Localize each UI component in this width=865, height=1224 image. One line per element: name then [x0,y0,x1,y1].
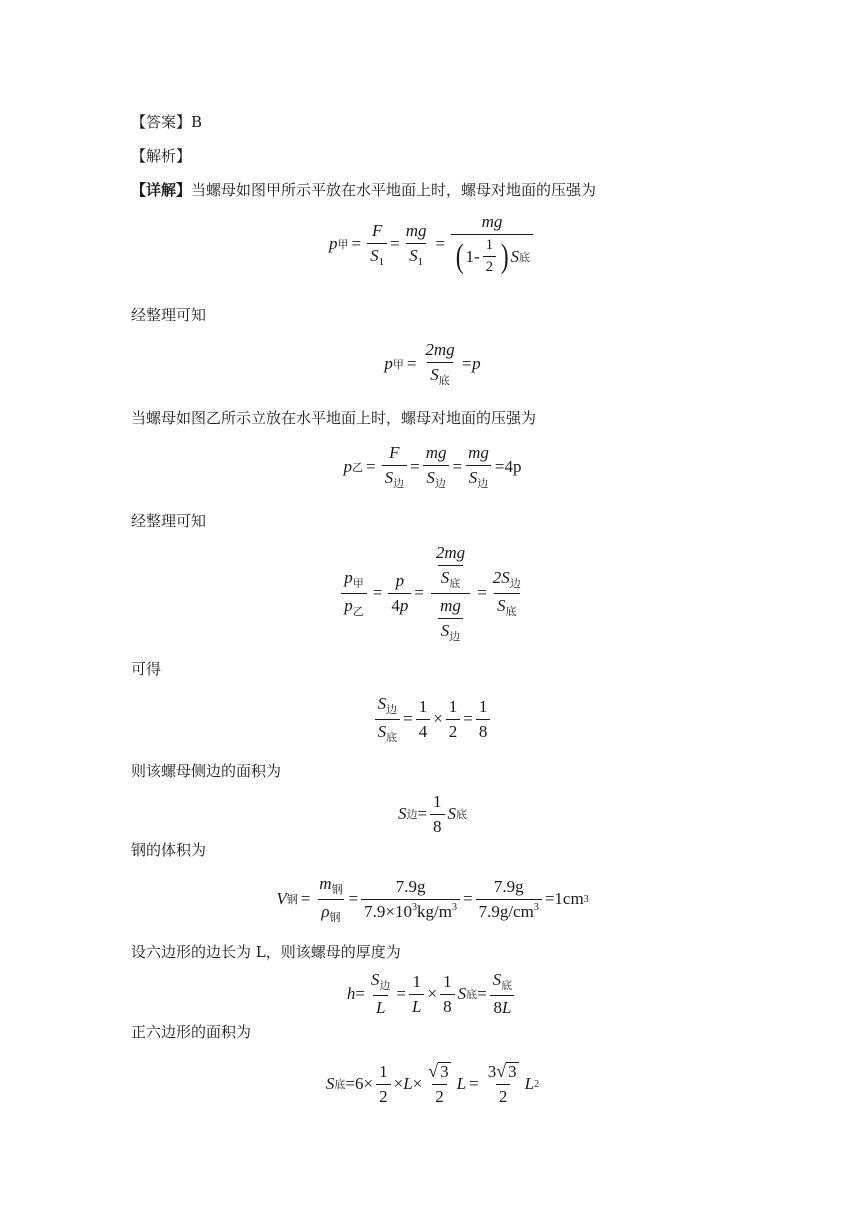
math-token: 1 [485,237,494,253]
math-token [423,443,450,491]
math-token: S [430,365,439,384]
equation-pressure-flat-simplified [0,340,865,388]
math-token: 乙 [352,462,364,474]
math-token: = [417,804,428,823]
math-token: 3 [583,893,589,905]
math-token: 边 [393,478,405,490]
math-token: = [372,583,383,602]
math-token: 7.9g [395,876,426,896]
math-token: 3 [508,1061,517,1081]
math-token [375,719,401,745]
math-token [403,221,430,268]
math-token: S [497,595,506,615]
math-token: m [319,873,332,893]
math-token: 1 [433,791,442,811]
math-token: 底 [466,989,478,1001]
math-token [490,995,514,1018]
detail-label: 【详解】 [131,181,192,199]
math-token: p [384,354,393,373]
math-token: 8 [476,719,491,742]
math-token: S [468,468,478,487]
math-token [490,568,524,593]
math-token [485,1062,522,1084]
math-token [316,874,345,925]
equation-steel-volume [0,874,865,924]
math-token: =6 [345,1074,364,1093]
math-token [341,568,367,619]
math-token: = [355,984,365,1003]
math-token [406,243,426,268]
math-token: 3 [440,1061,449,1081]
math-token [438,565,464,591]
math-token: 底 [501,980,513,992]
math-token: S [370,245,379,265]
math-token: = [403,709,413,728]
math-token: p [344,567,353,587]
math-token: 1 [418,696,428,716]
math-token: ( [455,237,464,275]
math-token [451,234,533,276]
math-token [367,221,387,268]
math-token: 3 [412,901,418,913]
math-token: =4p [494,457,522,476]
math-token: 1 [378,255,385,268]
equation-pressure-stand [0,442,865,492]
math-token: 底 [518,251,530,264]
math-token: 边 [434,478,446,490]
math-token: = [348,889,359,908]
math-token: 1- [465,246,480,266]
side-area-text: 则该螺母侧边的面积为 [131,762,282,780]
math-token: 2S [492,567,510,587]
math-token: √ [428,1060,439,1081]
math-token: × [427,984,438,1003]
math-token: p [344,595,353,615]
detail-line [131,180,596,200]
equation-thickness [0,970,865,1018]
math-token [316,874,345,899]
equation-area-ratio [0,692,865,746]
math-token [341,568,367,593]
thickness-text: 设六边形的边长为 L，则该螺母的厚度为 [131,943,401,961]
math-token [423,465,449,491]
math-token: 底 [386,731,398,744]
math-token: 1 [417,255,424,268]
equation-pressure-ratio [0,543,865,643]
math-token: = [410,457,420,476]
math-token: 7.9g [493,876,524,896]
math-token: 3 [451,901,457,913]
math-token: 2 [432,1084,447,1107]
math-token: 边 [449,630,461,643]
math-token: S [440,567,450,587]
math-token: mg [405,220,427,240]
math-token: 7.9×10 [364,901,413,921]
math-token [361,899,460,922]
math-token: V [276,889,287,908]
math-token [490,970,516,995]
math-token [428,1062,450,1081]
answer-label: 【答案】 [131,113,192,131]
math-token: L [403,1074,413,1093]
math-token: S [447,804,457,823]
math-token: √ [496,1060,507,1081]
math-token [409,972,424,1017]
math-token: = [396,984,407,1003]
math-token [485,1062,522,1107]
math-token: L [524,1074,535,1093]
math-token: =p [460,354,481,373]
organize-text-1: 经整理可知 [131,306,207,324]
math-token [490,970,516,1018]
math-token [422,340,457,388]
math-token: mg [468,443,489,462]
math-token: p [343,457,353,476]
math-token: mg [481,212,503,231]
math-token: 2mg [425,340,455,359]
math-token [376,1062,391,1107]
math-token: S [409,245,418,265]
analysis-label: 【解析】 [131,147,192,165]
math-token: F [389,443,400,462]
math-token: h [346,984,356,1003]
stand-text: 当螺母如图乙所示立放在水平地面上时，螺母对地面的压强为 [131,409,537,427]
math-token: 底 [449,577,461,590]
organize-text-2: 经整理可知 [131,512,207,530]
equation-side-area [0,790,865,838]
math-token: 2 [496,1084,511,1107]
math-token: 7.9g/cm [478,901,534,921]
math-token: L [456,1074,467,1093]
math-token: S [384,468,394,487]
math-token [476,697,491,742]
math-token: 边 [406,809,418,821]
math-token: = [452,457,463,476]
math-token: 乙 [352,605,364,618]
math-token [446,697,461,742]
get-text: 可得 [131,660,162,678]
math-token: 1 [412,971,421,991]
detail-text: 当螺母如图甲所示平放在水平地面上时，螺母对地面的压强为 [191,181,597,199]
math-token: S [325,1074,335,1093]
math-token [388,593,411,616]
math-token: 甲 [392,359,404,371]
math-token [318,899,343,925]
math-token: = [462,889,473,908]
math-token: S [426,468,435,487]
math-token: × [393,1074,404,1093]
math-token: 底 [438,375,450,387]
math-token: 1 [478,696,488,716]
math-token: S [440,620,450,640]
math-token: ) [500,237,509,275]
math-token: 2 [376,1084,391,1107]
math-token: S [510,246,519,266]
math-token [494,593,520,619]
math-token: 8 [493,998,502,1017]
math-token: = [477,583,487,602]
math-token [496,1062,518,1081]
math-token: mg [440,595,461,615]
math-token: × [363,1074,374,1093]
math-token: 甲 [352,577,364,590]
math-token: 1 [379,1061,388,1081]
math-token: kg/m [417,901,452,921]
math-token: 边 [477,478,489,490]
math-token: 8 [430,814,445,837]
math-token: 边 [379,980,391,992]
math-token [476,899,542,922]
math-token: 1 [448,696,458,716]
math-token [341,593,367,619]
answer-value: B [191,113,203,131]
math-token: = [406,354,417,373]
math-token [382,443,408,491]
math-token [416,697,431,742]
math-token: 底 [505,605,517,618]
equation-pressure-flat [0,210,865,278]
math-token: S [397,804,407,823]
math-token [375,694,401,719]
math-token: = [477,984,487,1003]
math-token [483,237,497,276]
steel-volume-text: 钢的体积为 [131,841,207,859]
math-token: = [351,234,362,253]
math-token [427,543,474,593]
math-token: 3 [533,901,539,913]
math-token: 2 [446,719,461,742]
math-token [465,443,492,491]
math-token: 底 [456,809,468,821]
math-token: S [370,970,380,989]
math-token [466,465,492,491]
math-token: = [414,583,424,602]
math-token: S [492,970,502,989]
math-token: = [300,889,311,908]
math-token: F [371,220,383,240]
math-token [388,571,411,616]
math-token: = [366,457,376,476]
math-token: mg [425,443,447,462]
math-token: p [329,234,338,253]
math-token [433,543,468,591]
math-token [361,877,460,922]
math-token: 1 [443,971,452,991]
math-token [425,1062,453,1084]
math-token [427,362,453,388]
math-token: p [395,570,405,590]
math-token [382,465,408,491]
math-token: = [390,234,400,253]
answer-line [131,112,202,132]
math-token: S [377,693,387,713]
math-token: 2mg [435,542,466,562]
math-token: L [501,998,512,1017]
math-token [368,970,394,995]
math-token [430,792,445,837]
math-token: p [399,595,409,615]
math-token [476,877,542,922]
math-token [375,694,401,745]
math-token: 2 [534,1078,540,1090]
math-token: 边 [509,577,521,590]
math-token: =1cm [544,889,584,908]
math-token: = [469,1074,479,1093]
math-token: ρ [321,901,330,921]
math-token: 底 [334,1079,346,1091]
math-token: = [435,234,446,253]
math-token: 4 [391,595,400,615]
math-token: S [457,984,467,1003]
math-token [451,212,533,276]
math-token: 甲 [337,239,349,251]
math-token: S [377,721,387,741]
math-token [490,568,524,619]
math-token: 2 [483,256,497,276]
math-token [367,243,387,268]
math-token: 4 [416,719,431,742]
math-token: 边 [386,703,398,716]
math-token: 钢 [329,911,341,924]
math-token [427,543,474,644]
math-token [425,1062,453,1107]
math-token: 8 [440,994,455,1017]
math-token: L [409,994,424,1017]
math-token [437,596,464,644]
hex-area-text: 正六边形的面积为 [131,1023,252,1041]
math-token [438,618,464,644]
math-token: 钢 [286,894,298,906]
math-token: 3 [487,1061,497,1081]
equation-hex-area [0,1056,865,1112]
math-token: × [412,1074,423,1093]
math-token [368,970,394,1018]
math-token [431,593,470,644]
math-token [440,972,455,1017]
math-token: × [433,709,443,728]
math-token: 钢 [331,883,343,896]
math-token: = [463,709,473,728]
math-token: L [373,995,388,1018]
